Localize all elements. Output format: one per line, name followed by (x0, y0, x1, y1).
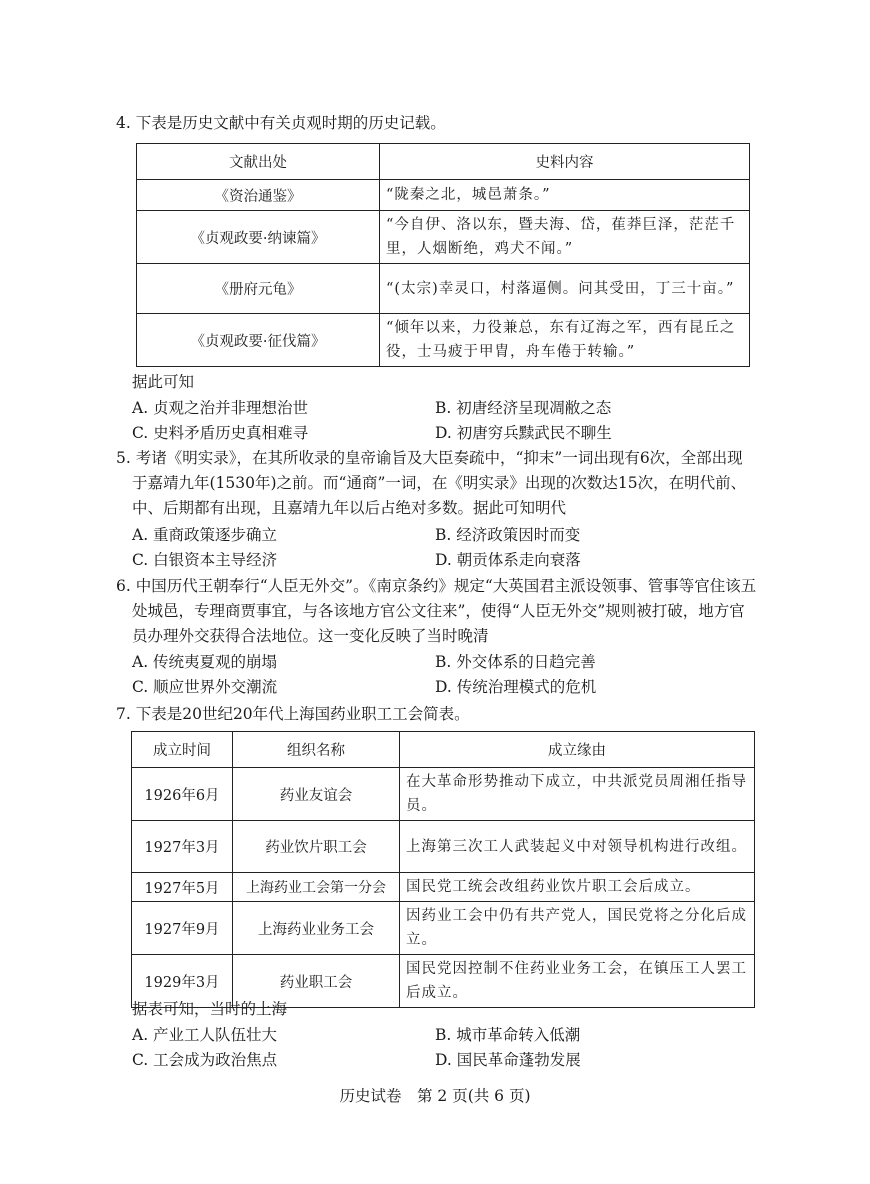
q4-option-b: B. 初唐经济呈现凋敝之态 (435, 399, 612, 417)
q7-header-name: 组织名称 (233, 732, 400, 768)
question-5-stem: 5. 考诸《明实录》，在其所收录的皇帝谕旨及大臣奏疏中，“抑末”一词出现有6次，全部出现于嘉靖九年(1530年)之前。而“通商”一词，在《明实录》出现的次数达15次，在明代前、中、后期都有出现，且嘉靖九年以后占绝对多数。据此可知明代 (116, 449, 747, 517)
q7-row4-reason: 因药业工会中仍有共产党人，国民党将之分化后成立。 (400, 902, 755, 955)
question-7-stem: 7. 下表是20世纪20年代上海国药业职工工会简表。 (116, 705, 470, 723)
q7-row2-time: 1927年3月 (132, 821, 233, 873)
q4-header-source: 文献出处 (137, 144, 380, 180)
q4-row4-source: 《贞观政要·征伐篇》 (137, 314, 380, 367)
q7-row4-name: 上海药业业务工会 (233, 902, 400, 955)
q7-row5-reason: 国民党因控制不住药业业务工会，在镇压工人罢工后成立。 (400, 955, 755, 1008)
q4-row2-source: 《贞观政要·纳谏篇》 (137, 211, 380, 264)
q4-row4-content: “倾年以来，力役兼总，东有辽海之军，西有昆丘之役，士马疲于甲胄，舟车倦于转输。” (380, 314, 750, 367)
q5-option-a: A. 重商政策逐步确立 (132, 526, 278, 544)
q4-row3-content: “(太宗)幸灵口，村落逼侧。问其受田，丁三十亩。” (380, 264, 750, 314)
q4-option-a: A. 贞观之治并非理想治世 (132, 399, 309, 417)
q7-row4-time: 1927年9月 (132, 902, 233, 955)
page-footer: 历史试卷 第 2 页(共 6 页) (339, 1087, 531, 1105)
q7-row5-time: 1929年3月 (132, 955, 233, 1008)
q7-option-d: D. 国民革命蓬勃发展 (435, 1051, 581, 1069)
q4-option-d: D. 初唐穷兵黩武民不聊生 (435, 424, 612, 442)
q7-row3-time: 1927年5月 (132, 873, 233, 902)
q7-row1-name: 药业友谊会 (233, 768, 400, 821)
q7-row3-reason: 国民党工统会改组药业饮片职工会后成立。 (400, 873, 755, 902)
q5-option-d: D. 朝贡体系走向衰落 (435, 551, 581, 569)
q4-row2-content: “今自伊、洛以东，暨夫海、岱，萑莽巨泽，茫茫千里，人烟断绝，鸡犬不闻。” (380, 211, 750, 264)
q7-options (132, 1023, 752, 1073)
question-6-stem: 6. 中国历代王朝奉行“人臣无外交”。《南京条约》规定“大英国君主派设领事、管事等官住该五处城邑，专理商贾事宜，与各该地方官公文往来”，使得“人臣无外交”规则被打破，地方官员办理外交获得合法地位。这一变化反映了当时晚清 (116, 577, 757, 645)
q6-option-b: B. 外交体系的日趋完善 (435, 653, 596, 671)
q4-options (132, 396, 752, 446)
q7-row1-reason: 在大革命形势推动下成立，中共派党员周湘任指导员。 (400, 768, 755, 821)
q7-row1-time: 1926年6月 (132, 768, 233, 821)
q4-row1-content: “陇秦之北，城邑萧条。” (380, 180, 750, 211)
q5-option-b: B. 经济政策因时而变 (435, 526, 581, 544)
q7-header-time: 成立时间 (132, 732, 233, 768)
q7-row5-name: 药业职工会 (233, 955, 400, 1008)
q4-lead: 据此可知 (132, 373, 195, 391)
question-4-stem: 4. 下表是历史文献中有关贞观时期的历史记载。 (116, 114, 446, 132)
q7-header-reason: 成立缘由 (400, 732, 755, 768)
q4-row1-source: 《资治通鉴》 (137, 180, 380, 211)
q4-row3-source: 《册府元龟》 (137, 264, 380, 314)
q5-option-c: C. 白银资本主导经济 (132, 551, 278, 569)
q7-option-b: B. 城市革命转入低潮 (435, 1026, 581, 1044)
q7-lead: 据表可知，当时的上海 (132, 1000, 288, 1018)
q6-option-c: C. 顺应世界外交潮流 (132, 678, 278, 696)
q4-option-c: C. 史料矛盾历史真相难寻 (132, 424, 309, 442)
q7-table (131, 731, 755, 1008)
q6-options (132, 650, 752, 700)
q7-option-a: A. 产业工人队伍壮大 (132, 1026, 278, 1044)
q4-table (136, 143, 750, 367)
q7-option-c: C. 工会成为政治焦点 (132, 1051, 278, 1069)
q6-option-a: A. 传统夷夏观的崩塌 (132, 653, 278, 671)
q7-row2-reason: 上海第三次工人武装起义中对领导机构进行改组。 (400, 821, 755, 873)
q6-option-d: D. 传统治理模式的危机 (435, 678, 597, 696)
q7-row3-name: 上海药业工会第一分会 (233, 873, 400, 902)
q4-header-content: 史料内容 (380, 144, 750, 180)
q5-options (132, 523, 752, 573)
q7-row2-name: 药业饮片职工会 (233, 821, 400, 873)
